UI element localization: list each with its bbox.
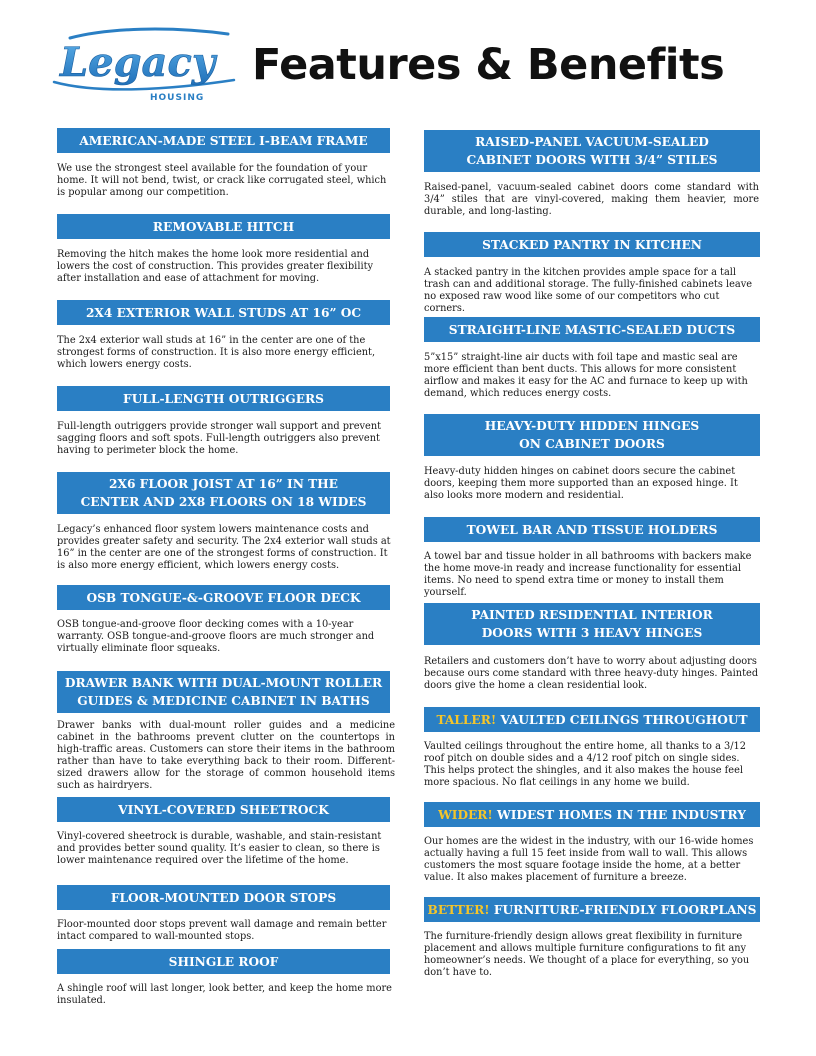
feature-heading [424,802,760,827]
feature-description: A towel bar and tissue holder in all bathrooms with backers make the home move-in ready and increase functionality for essential items. No need to spend extra time or money to install them yourself. [424,551,752,598]
feature-description: Vinyl-covered sheetrock is durable, washable, and stain-resistant and provides better sound quality. It’s easier to clean, so there is lower maintenance required over the lifetime of the home. [57,831,382,866]
feature-heading-text: HEAVY-DUTY HIDDEN HINGES [484,419,700,433]
feature-heading-line [57,589,390,607]
feature-description: Legacy’s enhanced floor system lowers maintenance costs and provides greater safety and security. The 2x4 exterior wall studs at 16” in the center are one of the strongest forms of construction. It is also more energy efficient, which lowers energy costs. [57,524,391,571]
feature-heading-text: SHINGLE ROOF [168,954,279,969]
feature-heading-text: ON CABINET DOORS [519,437,665,451]
feature-heading-line [424,624,760,642]
feature-heading [424,130,760,172]
feature-heading [424,603,760,645]
feature-heading-line [424,151,760,169]
feature-heading-line [57,692,390,710]
feature-heading-line [57,475,390,493]
feature-heading-text: DOORS WITH 3 HEAVY HINGES [481,626,703,640]
feature-description: Retailers and customers don’t have to worry about adjusting doors because ours come standard with three heavy-duty hinges. Painted doors give the home a clean residential look. [424,656,759,691]
feature-heading-text: VAULTED CEILINGS THROUGHOUT [500,712,748,727]
feature-heading [424,317,760,342]
feature-description: The furniture-friendly design allows great flexibility in furniture placement and allows multiple furniture configurations to fit any homeowner’s needs. We thought of a place for everything, so you don’t have to. [424,931,750,978]
feature-heading [424,232,760,257]
svg-text:HOUSING: HOUSING [150,93,205,103]
feature-heading-line [57,218,390,236]
feature-description: A stacked pantry in the kitchen provides ample space for a tall trash can and additional storage. The fully-finished cabinets leave no exposed raw wood like some of our competitors who cut corners. [424,267,753,314]
feature-heading-line [424,321,760,339]
feature-heading-text: FURNITURE-FRIENDLY FLOORPLANS [493,902,757,917]
feature-heading [57,300,390,325]
feature-heading-text: OSB TONGUE-&-GROOVE FLOOR DECK [86,590,361,605]
feature-heading-line [424,236,760,254]
feature-heading-text: 2X6 FLOOR JOIST AT 16” IN THE [109,477,338,491]
feature-heading [57,128,390,153]
feature-highlight-word: BETTER! [427,902,490,917]
feature-heading-line [424,521,760,539]
feature-highlight-word: TALLER! [436,712,497,727]
feature-heading-text: FULL-LENGTH OUTRIGGERS [123,391,324,406]
feature-description: Our homes are the widest in the industry, with our 16-wide homes actually having a full 15 feet inside from wall to wall. This allows customers the most square footage inside the home, at a better value. It also makes placement of furniture a breeze. [424,836,754,883]
feature-heading-line [57,304,390,322]
feature-heading-line [57,674,390,692]
feature-heading-text: WIDEST HOMES IN THE INDUSTRY [497,807,746,822]
feature-heading [57,386,390,411]
feature-heading-text: TOWEL BAR AND TISSUE HOLDERS [466,522,718,537]
feature-heading-line [424,606,760,624]
feature-heading-line [57,493,390,511]
feature-heading-line [57,953,390,971]
feature-heading-line [424,133,760,151]
feature-heading [57,214,390,239]
feature-heading-text: STACKED PANTRY IN KITCHEN [482,237,702,252]
feature-description: A shingle roof will last longer, look better, and keep the home more insulated. [57,983,392,1006]
feature-description: OSB tongue-and-groove floor decking comes with a 10-year warranty. OSB tongue-and-groove floors are much stronger and virtually eliminate floor squeaks. [57,619,375,654]
feature-heading-text: PAINTED RESIDENTIAL INTERIOR [471,608,713,622]
feature-heading [424,707,760,732]
feature-heading-line [424,711,760,729]
feature-heading-line [57,801,390,819]
feature-description: Removing the hitch makes the home look more residential and lowers the cost of construction. This provides greater flexibility after installation and ease of attachment for moving. [57,249,374,284]
feature-heading [424,897,760,922]
feature-highlight-word: WIDER! [438,807,493,822]
feature-heading-text: CABINET DOORS WITH 3/4” STILES [466,153,718,167]
feature-heading [57,585,390,610]
feature-heading [57,949,390,974]
feature-description: The 2x4 exterior wall studs at 16” in the center are one of the strongest forms of construction. It is also more energy efficient, which lowers energy costs. [57,335,376,370]
feature-description: We use the strongest steel available for the foundation of your home. It will not bend, twist, or crack like corrugated steel, which is popular among our competition. [57,163,387,198]
feature-heading-line [57,889,390,907]
feature-description: Vaulted ceilings throughout the entire home, all thanks to a 3/12 roof pitch on double sides and a 4/12 roof pitch on single sides. This helps protect the shingles, and it also makes the house feel more spacious. No flat ceilings in any home we build. [424,741,747,788]
feature-description: Full-length outriggers provide stronger wall support and prevent sagging floors and soft spots. Full-length outriggers also prevent having to perimeter block the home. [57,421,382,456]
feature-heading [57,671,390,713]
feature-heading-line [57,132,390,150]
feature-heading-line [57,390,390,408]
legacy-logo-graphic [48,24,238,104]
feature-heading-text: 2X4 EXTERIOR WALL STUDS AT 16” OC [85,305,362,320]
page-title: Features & Benefits [252,40,725,90]
feature-description: 5”x15” straight-line air ducts with foil tape and mastic seal are more efficient than bent ducts. This allows for more consistent airflow and makes it easy for the AC and furnace to keep up with demand, which reduces energy costs. [424,352,748,399]
feature-heading [424,414,760,456]
feature-heading [57,797,390,822]
feature-heading-text: AMERICAN-MADE STEEL I-BEAM FRAME [79,133,368,148]
feature-heading [424,517,760,542]
feature-heading-line [424,901,760,919]
feature-description: Drawer banks with dual-mount roller guides and a medicine cabinet in the bathrooms prevent clutter on the countertops in high-traffic areas. Customers can store their items in the bathroom rather than have to take everything back to their room. Different-sized drawers allow for the storage of common household items such as hairdryers. [57,720,395,791]
feature-heading-line [424,435,760,453]
feature-heading-line [424,417,760,435]
feature-heading-text: GUIDES & MEDICINE CABINET IN BATHS [77,694,370,708]
feature-heading-text: CENTER AND 2X8 FLOORS ON 18 WIDES [80,495,367,509]
feature-heading [57,472,390,514]
feature-heading-text: VINYL-COVERED SHEETROCK [118,802,329,817]
feature-heading-text: STRAIGHT-LINE MASTIC-SEALED DUCTS [448,322,736,337]
feature-heading-text: RAISED-PANEL VACUUM-SEALED [475,135,709,149]
feature-heading [57,885,390,910]
legacy-housing-logo [48,24,238,104]
feature-description: Raised-panel, vacuum-sealed cabinet doors come standard with 3/4” stiles that are vinyl-covered, making them heavier, more durable, and long-lasting. [424,182,759,217]
feature-description: Floor-mounted door stops prevent wall damage and remain better intact compared to wall-mounted stops. [57,919,387,942]
feature-heading-text: DRAWER BANK WITH DUAL-MOUNT ROLLER [64,676,383,690]
feature-heading-text: FLOOR-MOUNTED DOOR STOPS [110,890,337,905]
feature-heading-text: REMOVABLE HITCH [152,219,295,234]
feature-description: Heavy-duty hidden hinges on cabinet doors secure the cabinet doors, keeping them more supported than an exposed hinge. It also looks more modern and residential. [424,466,738,501]
feature-heading-line [424,806,760,824]
svg-text:Legacy: Legacy [60,39,216,86]
